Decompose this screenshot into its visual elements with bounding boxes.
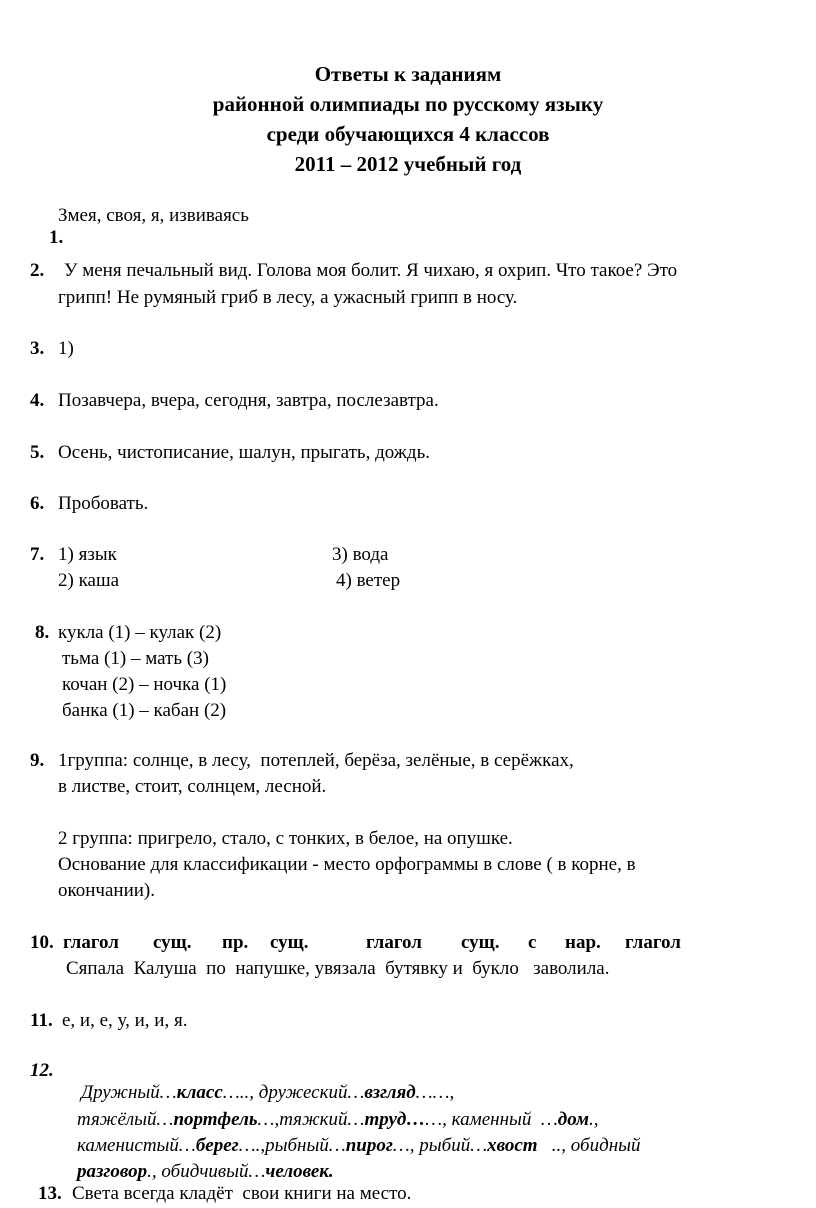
adjective-text: …, каменный … <box>425 1109 558 1130</box>
answer-10-number: 10. <box>30 932 54 953</box>
answer-8-line-3: кочан (2) – ночка (1) <box>62 674 227 695</box>
answer-7-number: 7. <box>30 544 45 565</box>
title-line-3: среди обучающихся 4 классов <box>266 122 550 146</box>
adjective-text: .., обидный <box>537 1135 641 1156</box>
answer-12-number: 12. <box>30 1060 54 1081</box>
answer-9-line-3: 2 группа: пригрело, стало, с тонких, в белое, на опушке. <box>58 828 513 849</box>
noun-text: дом <box>557 1109 589 1130</box>
answer-11-text: е, и, е, у, и, и, я. <box>62 1010 188 1031</box>
answer-5-text: Осень, чистописание, шалун, прыгать, дождь. <box>58 442 430 463</box>
adjective-text: …, рыбий… <box>392 1135 488 1156</box>
answer-4-text: Позавчера, вчера, сегодня, завтра, послезавтра. <box>58 390 439 411</box>
answer-2-number: 2. <box>30 260 45 281</box>
answer-2-line-2: грипп! Не румяный гриб в лесу, а ужасный грипп в носу. <box>58 287 518 308</box>
noun-text: пирог <box>345 1135 393 1156</box>
answer-2-line-1: У меня печальный вид. Голова моя болит. Я чихаю, я охрип. Что такое? Это <box>64 260 678 281</box>
part-of-speech-label: сущ. <box>153 932 192 953</box>
noun-text: класс <box>176 1082 223 1103</box>
answer-7-item-1: 1) язык <box>58 544 117 565</box>
part-of-speech-label: с <box>528 932 537 953</box>
noun-text: труд… <box>364 1109 426 1130</box>
part-of-speech-label: пр. <box>222 932 249 953</box>
answer-8-line-4: банка (1) – кабан (2) <box>62 700 227 721</box>
answer-1-text: Змея, своя, я, извиваясь <box>58 205 249 226</box>
part-of-speech-label: сущ. <box>461 932 500 953</box>
answer-9-number: 9. <box>30 750 45 771</box>
answer-5-number: 5. <box>30 442 45 463</box>
answer-6-text: Пробовать. <box>58 493 149 514</box>
adjective-text: ., обидчивый… <box>147 1161 266 1182</box>
adjective-text: ….,рыбный… <box>238 1135 346 1156</box>
answer-10-sentence: Сяпала Калуша по напушке, увязала бутявку и букло заволила. <box>66 958 610 979</box>
noun-text: взгляд <box>364 1082 416 1103</box>
noun-text: берег <box>195 1135 239 1156</box>
answer-9-line-4: Основание для классификации - место орфограммы в слове ( в корне, в <box>58 854 636 875</box>
answer-7-item-3: 3) вода <box>332 544 389 565</box>
title-line-2: районной олимпиады по русскому языку <box>212 92 604 116</box>
answer-8-line-1: кукла (1) – кулак (2) <box>58 622 222 643</box>
answer-9-line-2: в листве, стоит, солнцем, лесной. <box>58 776 327 797</box>
answer-4-number: 4. <box>30 390 45 411</box>
answer-3-text: 1) <box>58 338 74 359</box>
part-of-speech-label: глагол <box>63 932 119 953</box>
adjective-text: каменистый… <box>77 1135 196 1156</box>
answer-11-number: 11. <box>30 1010 53 1031</box>
answer-8-line-2: тьма (1) – мать (3) <box>62 648 209 669</box>
noun-text: разговор <box>77 1161 148 1182</box>
part-of-speech-label: глагол <box>625 932 681 953</box>
answer-7-item-4: 4) ветер <box>336 570 401 591</box>
answer-6-number: 6. <box>30 493 45 514</box>
answer-9-line-1: 1группа: солнце, в лесу, потеплей, берёза, зелёные, в серёжках, <box>58 750 574 771</box>
adjective-text: …,тяжкий… <box>257 1109 365 1130</box>
answer-8-number: 8. <box>35 622 50 643</box>
punct-text: ., <box>588 1109 599 1130</box>
adjective-text: тяжёлый… <box>77 1109 174 1130</box>
answer-13-text: Света всегда кладёт свои книги на место. <box>72 1183 412 1204</box>
punct-text: ……, <box>415 1082 455 1103</box>
adjective-text: Дружный… <box>81 1082 177 1103</box>
answer-9-line-5: окончании). <box>58 880 156 901</box>
answer-3-number: 3. <box>30 338 45 359</box>
answer-number: 1. <box>49 227 64 248</box>
adjective-text: ….., дружеский… <box>222 1082 365 1103</box>
answer-13-number: 13. <box>38 1183 62 1204</box>
title-line-4: 2011 – 2012 учебный год <box>294 152 522 176</box>
noun-text: человек. <box>265 1161 334 1182</box>
part-of-speech-label: глагол <box>366 932 422 953</box>
answer-7-item-2: 2) каша <box>58 570 120 591</box>
noun-text: хвост <box>487 1135 538 1156</box>
noun-text: портфель <box>173 1109 258 1130</box>
part-of-speech-label: сущ. <box>270 932 309 953</box>
part-of-speech-label: нар. <box>565 932 601 953</box>
title-line-1: Ответы к заданиям <box>314 62 502 86</box>
